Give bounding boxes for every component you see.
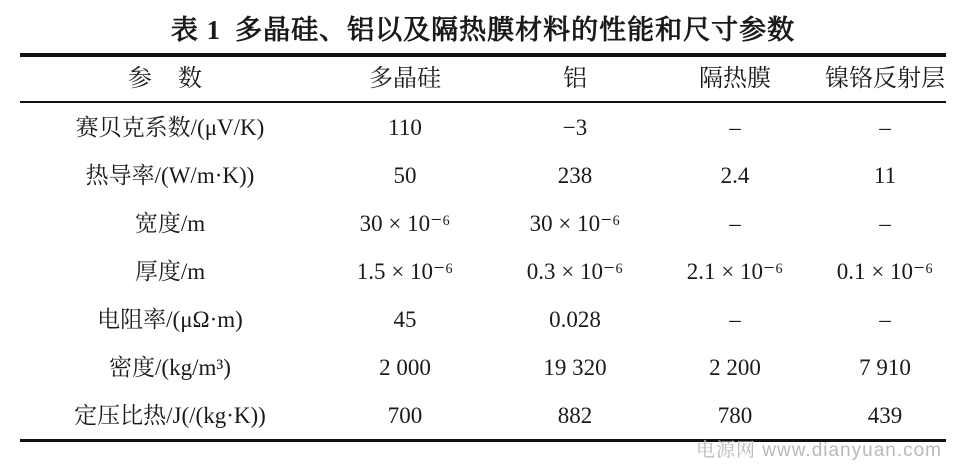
table-row bbox=[20, 343, 960, 391]
column-header-parameter: 参 数 bbox=[128, 66, 212, 92]
cell-value: 780 bbox=[717, 402, 753, 428]
parameters-table-body bbox=[20, 103, 960, 439]
column-header-insulation-film: 隔热膜 bbox=[699, 66, 771, 92]
cell-value: 50 bbox=[393, 162, 417, 188]
row-label: 定压比热/J(/(kg·K)) bbox=[74, 402, 266, 428]
table-row bbox=[20, 199, 960, 247]
cell-value: 2 000 bbox=[379, 354, 431, 380]
table-row bbox=[20, 247, 960, 295]
cell-value: 882 bbox=[557, 402, 593, 428]
parameters-table bbox=[20, 57, 960, 101]
table-body bbox=[20, 103, 960, 439]
cell-value: 19 320 bbox=[543, 354, 607, 380]
table-caption-number: 表 1 bbox=[170, 15, 222, 45]
table-header-row bbox=[20, 57, 960, 101]
cell-value: 0.028 bbox=[549, 306, 601, 332]
cell-value: 439 bbox=[867, 402, 903, 428]
table-row bbox=[20, 151, 960, 199]
table-caption-text: 多晶硅、铝以及隔热膜材料的性能和尺寸参数 bbox=[235, 15, 796, 45]
cell-value: – bbox=[879, 306, 891, 332]
cell-value: – bbox=[729, 114, 741, 140]
cell-value: – bbox=[729, 306, 741, 332]
cell-value: 700 bbox=[387, 402, 423, 428]
cell-value: 1.5 × 10⁻⁶ bbox=[356, 258, 454, 284]
cell-value: 2.4 bbox=[720, 162, 750, 188]
cell-value: – bbox=[879, 114, 891, 140]
cell-value: 45 bbox=[393, 306, 417, 332]
cell-value: 2.1 × 10⁻⁶ bbox=[686, 258, 784, 284]
table-row bbox=[20, 103, 960, 151]
cell-value: 7 910 bbox=[859, 354, 911, 380]
table-row bbox=[20, 391, 960, 439]
column-header-nichrome-reflector: 镍铬反射层 bbox=[825, 66, 945, 92]
cell-value: 11 bbox=[873, 162, 897, 188]
row-label: 厚度/m bbox=[134, 258, 206, 284]
cell-value: −3 bbox=[562, 114, 588, 140]
cell-value: 0.1 × 10⁻⁶ bbox=[836, 258, 934, 284]
table-caption bbox=[20, 0, 946, 53]
cell-value: 30 × 10⁻⁶ bbox=[529, 210, 621, 236]
cell-value: – bbox=[729, 210, 741, 236]
table-row bbox=[20, 295, 960, 343]
row-label: 宽度/m bbox=[134, 210, 206, 236]
row-label: 电阻率/(μΩ·m) bbox=[97, 306, 243, 332]
column-header-polysilicon: 多晶硅 bbox=[369, 66, 441, 92]
cell-value: 110 bbox=[388, 114, 422, 140]
row-label: 热导率/(W/m·K)) bbox=[85, 162, 255, 188]
cell-value: 30 × 10⁻⁶ bbox=[359, 210, 451, 236]
cell-value: – bbox=[879, 210, 891, 236]
table-head bbox=[20, 57, 960, 101]
column-header-aluminum: 铝 bbox=[563, 66, 587, 92]
row-label: 赛贝克系数/(μV/K) bbox=[75, 114, 265, 140]
cell-value: 0.3 × 10⁻⁶ bbox=[526, 258, 624, 284]
row-label: 密度/(kg/m³) bbox=[109, 354, 231, 380]
cell-value: 238 bbox=[557, 162, 593, 188]
watermark: 电源网 www.dianyuan.com bbox=[696, 440, 942, 461]
cell-value: 2 200 bbox=[709, 354, 761, 380]
